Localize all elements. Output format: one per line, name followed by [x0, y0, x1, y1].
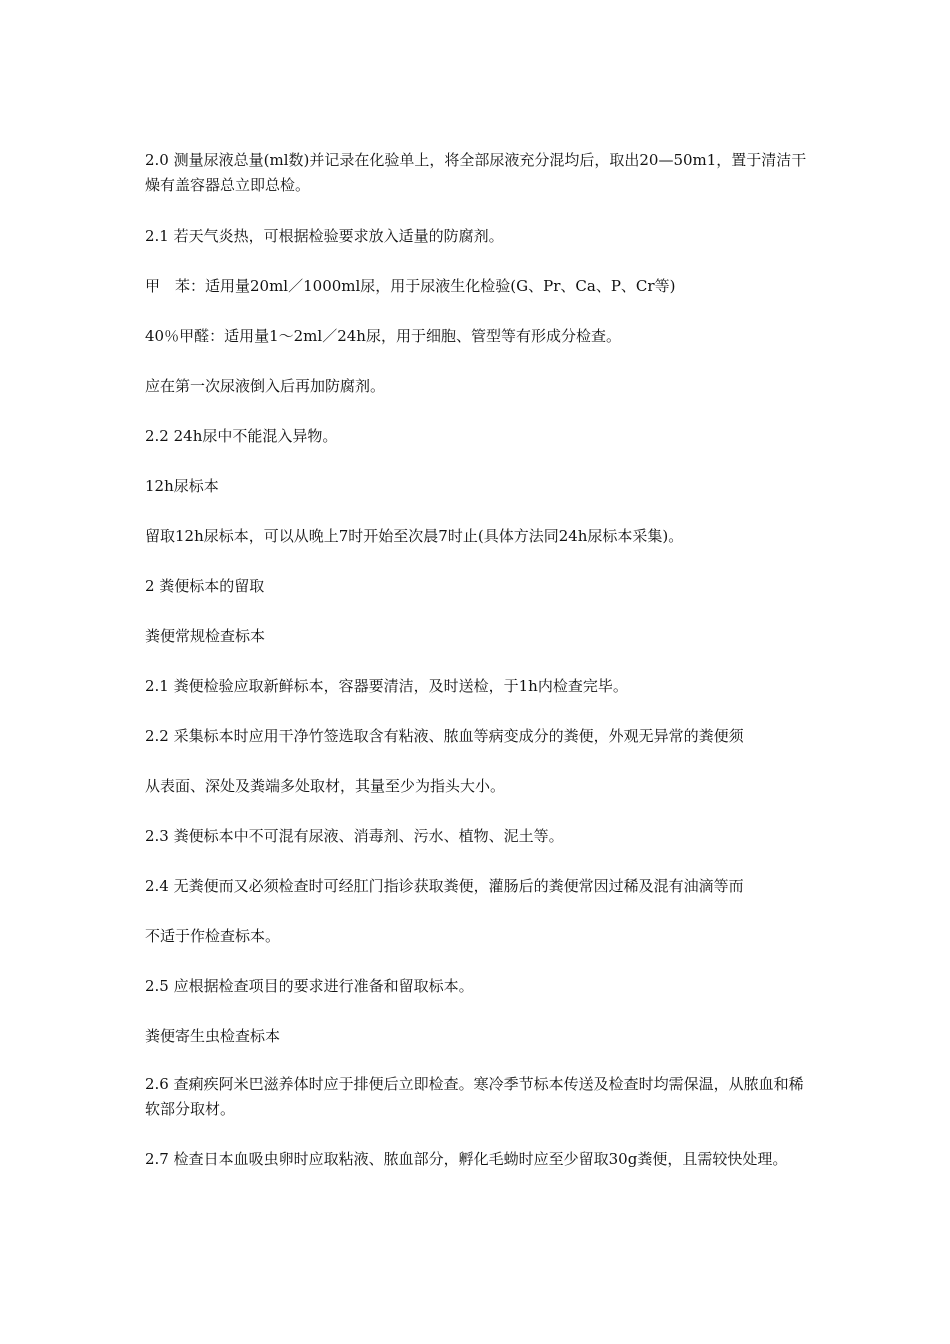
paragraph-stool-2-5: 2.5 应根据检查项目的要求进行准备和留取标本。 [145, 977, 474, 995]
paragraph-2-1: 2.1 若天气炎热，可根据检验要求放入适量的防腐剂。 [145, 227, 504, 245]
paragraph-stool-2-7: 2.7 检查日本血吸虫卵时应取粘液、脓血部分，孵化毛蚴时应至少留取30g粪便，且需较快处理。 [145, 1150, 788, 1168]
paragraph-formaldehyde: 40％甲醛：适用量1～2ml／24h尿，用于细胞、管型等有形成分检查。 [145, 327, 621, 345]
paragraph-stool-2-4-b: 不适于作检查标本。 [145, 927, 281, 945]
paragraph-stool-2-3: 2.3 粪便标本中不可混有尿液、消毒剂、污水、植物、泥土等。 [145, 827, 564, 845]
paragraph-2-0: 2.0 测量尿液总量(ml数)并记录在化验单上，将全部尿液充分混均后，取出20—50m1，置于清洁干燥有盖容器总立即总检。 [145, 151, 807, 194]
paragraph-12h-urine: 留取12h尿标本，可以从晚上7时开始至次晨7时止(具体方法同24h尿标本采集)。 [145, 527, 684, 545]
heading-12h-urine: 12h尿标本 [145, 477, 219, 495]
paragraph-preservative-note: 应在第一次尿液倒入后再加防腐剂。 [145, 377, 386, 395]
paragraph-stool-2-6: 2.6 查痢疾阿米巴滋养体时应于排便后立即检查。寒冷季节标本传送及检查时均需保温，从脓血和稀软部分取材。 [145, 1075, 804, 1118]
paragraph-stool-2-2-b: 从表面、深处及粪端多处取材，其量至少为指头大小。 [145, 777, 506, 795]
paragraph-stool-2-2-a: 2.2 采集标本时应用干净竹签选取含有粘液、脓血等病变成分的粪便，外观无异常的粪便须 [145, 727, 744, 745]
heading-stool-parasite: 粪便寄生虫检查标本 [145, 1027, 281, 1045]
heading-stool-routine: 粪便常规检查标本 [145, 627, 266, 645]
paragraph-toluene: 甲 苯：适用量20ml／1000ml尿，用于尿液生化检验(G、Pr、Ca、P、Cr等) [145, 277, 676, 295]
paragraph-2-2: 2.2 24h尿中不能混入异物。 [145, 427, 338, 445]
heading-stool-collection: 2 粪便标本的留取 [145, 577, 265, 595]
paragraph-stool-2-4-a: 2.4 无粪便而又必须检查时可经肛门指诊获取粪便，灌肠后的粪便常因过稀及混有油滴等而 [145, 877, 744, 895]
paragraph-stool-2-1: 2.1 粪便检验应取新鲜标本，容器要清洁，及时送检，于1h内检查完毕。 [145, 677, 628, 695]
